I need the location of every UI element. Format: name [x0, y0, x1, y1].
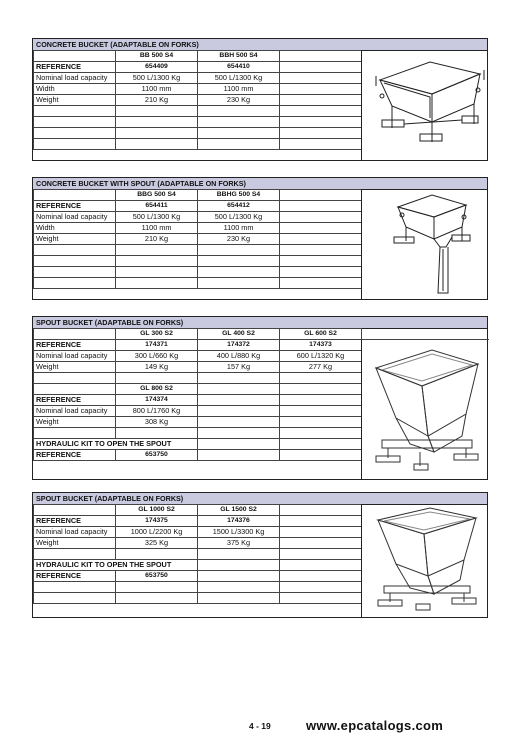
- cell-value: [280, 538, 362, 549]
- empty-row: [34, 373, 362, 384]
- reference-value: [280, 62, 362, 73]
- page-number: 4 - 19: [249, 721, 271, 731]
- cell-value: [280, 95, 362, 106]
- cell-value: 210 Kg: [116, 95, 198, 106]
- table-row: [34, 201, 362, 212]
- table-row: [34, 516, 362, 527]
- cell-value: 1100 mm: [198, 84, 280, 95]
- model-name: [280, 51, 362, 62]
- table-row: [34, 223, 362, 234]
- cell-value: 500 L/1300 Kg: [198, 212, 280, 223]
- empty-row: [34, 582, 362, 593]
- kit-title-row: [34, 560, 362, 571]
- reference-value: 654412: [198, 201, 280, 212]
- spec-table: [33, 504, 362, 604]
- empty-row: [34, 106, 362, 117]
- table-row: [34, 212, 362, 223]
- cell-value: 800 L/1760 Kg: [116, 406, 198, 417]
- reference-value: 174372: [198, 340, 280, 351]
- reference-value: 653750: [116, 450, 198, 461]
- model-name: GL 600 S2: [280, 329, 362, 340]
- concrete-bucket-illustration: [361, 50, 489, 160]
- cell-value: 210 Kg: [116, 234, 198, 245]
- empty-row: [34, 267, 362, 278]
- spout-bucket-section: [32, 316, 488, 480]
- row-label: REFERENCE: [34, 516, 116, 527]
- section-title: SPOUT BUCKET (ADAPTABLE ON FORKS): [33, 317, 487, 329]
- cell-value: 157 Kg: [198, 362, 280, 373]
- section-title: CONCRETE BUCKET WITH SPOUT (ADAPTABLE ON FORKS): [33, 178, 487, 190]
- row-label: Weight: [34, 538, 116, 549]
- model-name: BBH 500 S4: [198, 51, 280, 62]
- concrete-bucket-section: [32, 38, 488, 161]
- model-name: GL 400 S2: [198, 329, 280, 340]
- model-row: [34, 190, 362, 201]
- table-row: [34, 73, 362, 84]
- cell-value: 500 L/1300 Kg: [198, 73, 280, 84]
- concrete-bucket-spout-section: [32, 177, 488, 300]
- model-name: GL 1000 S2: [116, 505, 198, 516]
- cell-value: [198, 417, 280, 428]
- kit-title: HYDRAULIC KIT TO OPEN THE SPOUT: [34, 560, 198, 571]
- model-row: [34, 51, 362, 62]
- row-label: Nominal load capacity: [34, 351, 116, 362]
- model-row: [34, 329, 362, 340]
- row-label: Width: [34, 223, 116, 234]
- row-label: Nominal load capacity: [34, 212, 116, 223]
- table-row: [34, 95, 362, 106]
- row-label: Weight: [34, 362, 116, 373]
- row-label: REFERENCE: [34, 340, 116, 351]
- reference-value: [280, 395, 362, 406]
- cell-value: 308 Kg: [116, 417, 198, 428]
- cell-value: [280, 212, 362, 223]
- model-name: BB 500 S4: [116, 51, 198, 62]
- kit-title-row: [34, 439, 362, 450]
- website-watermark: www.epcatalogs.com: [306, 718, 444, 733]
- reference-value: 654409: [116, 62, 198, 73]
- cell-value: [280, 527, 362, 538]
- empty-row: [34, 245, 362, 256]
- cell-value: 1000 L/2200 Kg: [116, 527, 198, 538]
- empty-row: [34, 549, 362, 560]
- row-label: Weight: [34, 234, 116, 245]
- reference-value: [280, 201, 362, 212]
- cell-value: [280, 223, 362, 234]
- row-label: Width: [34, 84, 116, 95]
- cell-value: 1100 mm: [198, 223, 280, 234]
- reference-value: 174374: [116, 395, 198, 406]
- row-label: REFERENCE: [34, 450, 116, 461]
- model-name: BBG 500 S4: [116, 190, 198, 201]
- empty-row: [34, 256, 362, 267]
- reference-value: [280, 516, 362, 527]
- model-name: [280, 505, 362, 516]
- model-name: GL 1500 S2: [198, 505, 280, 516]
- cell-value: 277 Kg: [280, 362, 362, 373]
- cell-value: 325 Kg: [116, 538, 198, 549]
- model-row: [34, 505, 362, 516]
- table-row: [34, 84, 362, 95]
- model-name: [198, 384, 280, 395]
- table-row: [34, 417, 362, 428]
- empty-row: [34, 128, 362, 139]
- cell-value: 1100 mm: [116, 84, 198, 95]
- cell-value: [280, 406, 362, 417]
- large-spout-bucket-section: [32, 492, 488, 618]
- table-row: [34, 340, 362, 351]
- cell-value: 1500 L/3300 Kg: [198, 527, 280, 538]
- row-label: REFERENCE: [34, 62, 116, 73]
- spec-table: [33, 189, 362, 289]
- cell-value: [280, 73, 362, 84]
- cell-value: [198, 406, 280, 417]
- cell-value: 600 L/1320 Kg: [280, 351, 362, 362]
- cell-value: 230 Kg: [198, 95, 280, 106]
- large-spout-bucket-illustration: [361, 504, 489, 617]
- cell-value: [280, 84, 362, 95]
- kit-ref-row: [34, 571, 362, 582]
- row-label: REFERENCE: [34, 201, 116, 212]
- cell-value: 500 L/1300 Kg: [116, 73, 198, 84]
- reference-value: 174371: [116, 340, 198, 351]
- model-name: [280, 190, 362, 201]
- cell-value: 500 L/1300 Kg: [116, 212, 198, 223]
- spout-bucket-illustration: [361, 339, 489, 480]
- cell-value: 375 Kg: [198, 538, 280, 549]
- cell-value: [280, 234, 362, 245]
- table-row: [34, 351, 362, 362]
- section-title: CONCRETE BUCKET (ADAPTABLE ON FORKS): [33, 39, 487, 51]
- table-row: [34, 234, 362, 245]
- row-label: Nominal load capacity: [34, 73, 116, 84]
- model-name: GL 300 S2: [116, 329, 198, 340]
- reference-value: 174376: [198, 516, 280, 527]
- reference-value: 653750: [116, 571, 198, 582]
- empty-row: [34, 117, 362, 128]
- empty-row: [34, 139, 362, 150]
- cell-value: 230 Kg: [198, 234, 280, 245]
- spec-table: [33, 328, 362, 461]
- model-name: [280, 384, 362, 395]
- reference-value: 174373: [280, 340, 362, 351]
- table-row: [34, 62, 362, 73]
- reference-value: [198, 395, 280, 406]
- cell-value: 400 L/880 Kg: [198, 351, 280, 362]
- reference-value: 654410: [198, 62, 280, 73]
- row-label: REFERENCE: [34, 571, 116, 582]
- empty-row: [34, 278, 362, 289]
- empty-row: [34, 428, 362, 439]
- table-row: [34, 406, 362, 417]
- empty-row: [34, 593, 362, 604]
- concrete-bucket-with-spout-illustration: [361, 189, 489, 299]
- section-title: SPOUT BUCKET (ADAPTABLE ON FORKS): [33, 493, 487, 505]
- cell-value: [280, 417, 362, 428]
- row-label: Weight: [34, 95, 116, 106]
- cell-value: 1100 mm: [116, 223, 198, 234]
- model-name: BBHG 500 S4: [198, 190, 280, 201]
- cell-value: 300 L/660 Kg: [116, 351, 198, 362]
- row-label: Nominal load capacity: [34, 406, 116, 417]
- row-label: Weight: [34, 417, 116, 428]
- reference-value: 654411: [116, 201, 198, 212]
- reference-value: 174375: [116, 516, 198, 527]
- model-row: [34, 384, 362, 395]
- row-label: Nominal load capacity: [34, 527, 116, 538]
- table-row: [34, 395, 362, 406]
- table-row: [34, 362, 362, 373]
- model-name: GL 800 S2: [116, 384, 198, 395]
- kit-ref-row: [34, 450, 362, 461]
- table-row: [34, 527, 362, 538]
- cell-value: 149 Kg: [116, 362, 198, 373]
- row-label: REFERENCE: [34, 395, 116, 406]
- table-row: [34, 538, 362, 549]
- spec-table: [33, 50, 362, 150]
- kit-title: HYDRAULIC KIT TO OPEN THE SPOUT: [34, 439, 198, 450]
